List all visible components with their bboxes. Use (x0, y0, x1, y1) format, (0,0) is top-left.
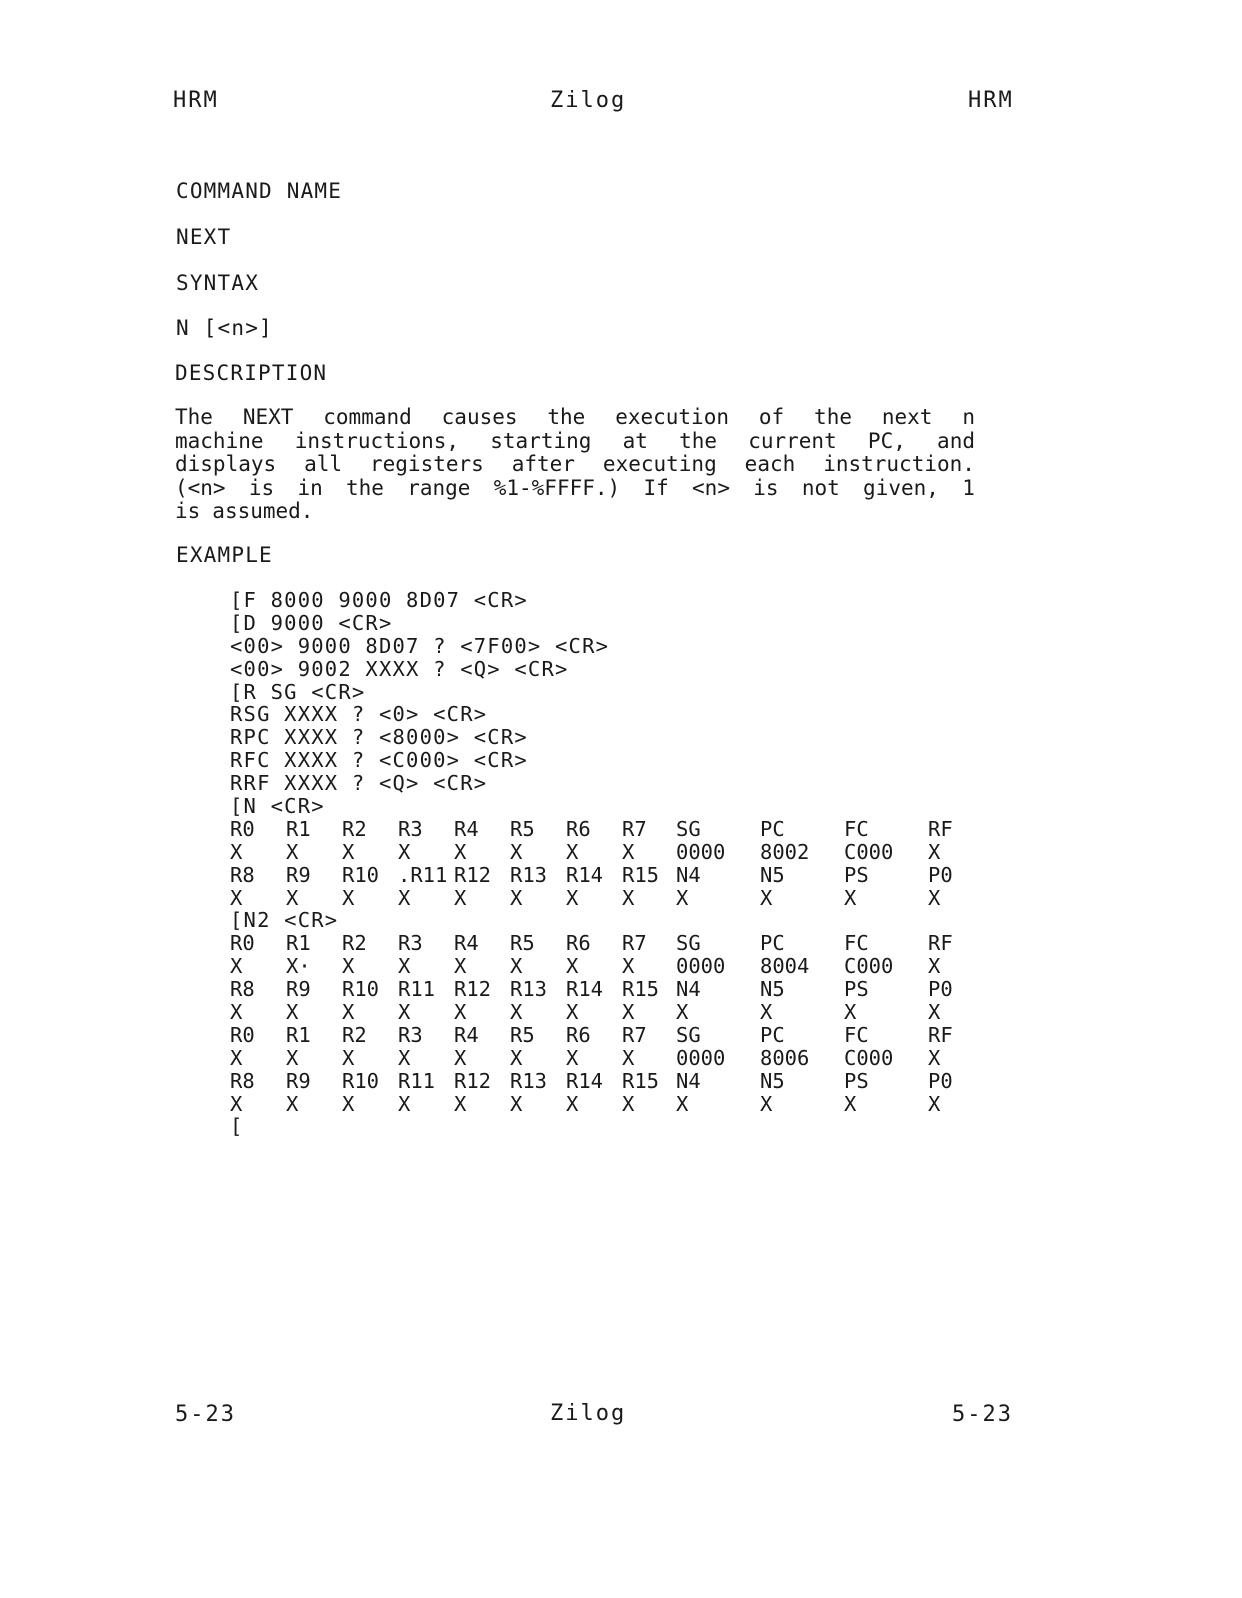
register-cell: X (510, 885, 523, 910)
description-word: PC, (867, 428, 906, 453)
example-line (230, 863, 970, 886)
description-word: The (175, 405, 213, 429)
command-text: [F 8000 9000 8D07 <CR> (230, 588, 528, 612)
description-word: all (304, 452, 343, 476)
register-cell: X (928, 954, 941, 979)
register-cell: R14 (566, 862, 604, 887)
command-text: [ (230, 1114, 244, 1139)
register-cell: X (928, 1091, 941, 1116)
register-cell: X (676, 1000, 689, 1025)
register-cell: 8002 (760, 839, 810, 864)
command-text: RPC XXXX ? <8000> <CR> (230, 725, 528, 750)
register-cell: R12 (454, 862, 492, 887)
register-cell: X (454, 954, 467, 979)
register-cell: R7 (622, 1022, 647, 1047)
register-cell: R10 (342, 977, 380, 1002)
register-cell: X (760, 1000, 773, 1025)
register-cell: X (928, 885, 941, 910)
register-cell: R2 (342, 816, 367, 841)
register-cell: X (622, 1045, 635, 1070)
register-cell: P0 (928, 977, 953, 1002)
command-text: [D 9000 <CR> (230, 610, 393, 635)
register-cell: R15 (622, 862, 660, 887)
command-text: RSG XXXX ? <0> <CR> (230, 702, 488, 727)
description-word: command (323, 405, 412, 429)
syntax-text: N [<n>] (176, 316, 273, 340)
register-cell: X (844, 885, 857, 910)
register-cell: PS (844, 862, 869, 887)
description-word: displays (175, 452, 277, 476)
register-cell: 8004 (760, 954, 810, 979)
register-cell: X (398, 954, 411, 979)
description-line (175, 477, 975, 501)
register-cell: R0 (230, 931, 255, 956)
command-name-heading: COMMAND NAME (176, 179, 343, 203)
register-cell: 8006 (760, 1045, 810, 1070)
register-cell: R10 (342, 1068, 380, 1093)
example-line (230, 886, 970, 909)
register-cell: R7 (622, 931, 647, 956)
description-word: the (547, 405, 586, 429)
register-cell: R11 (398, 1068, 436, 1093)
command-text: RFC XXXX ? <C000> <CR> (230, 748, 528, 773)
command-text: <00> 9002 XXXX ? <Q> <CR> (230, 656, 569, 681)
description-word: and (937, 428, 975, 453)
register-cell: C000 (844, 1045, 894, 1070)
register-cell: X (760, 885, 773, 910)
example-line (230, 954, 970, 977)
description-word: in (297, 475, 323, 500)
example-line (230, 977, 970, 1000)
register-cell: R5 (510, 816, 535, 841)
register-cell: R8 (230, 862, 255, 887)
example-line (230, 611, 970, 634)
register-cell: P0 (928, 1068, 953, 1093)
example-line (230, 1000, 970, 1023)
description-word: each (744, 452, 796, 476)
register-cell: R7 (622, 816, 647, 841)
description-word: NEXT (242, 405, 294, 429)
register-cell: R8 (230, 1068, 255, 1093)
example-line (230, 588, 970, 611)
register-cell: X (760, 1091, 773, 1116)
register-cell: SG (676, 931, 701, 956)
description-word: assumed. (212, 499, 314, 523)
example-heading: EXAMPLE (176, 543, 273, 567)
register-cell: FC (844, 816, 869, 841)
register-cell: PS (844, 1068, 869, 1093)
register-cell: X (342, 1000, 355, 1025)
register-cell: X (510, 954, 523, 979)
register-cell: X (398, 885, 411, 910)
register-cell: X (454, 1000, 467, 1025)
register-cell: X (566, 1045, 579, 1070)
register-cell: X (622, 839, 635, 864)
register-cell: X (230, 1091, 243, 1116)
register-cell: X (510, 839, 523, 864)
register-cell: R13 (510, 1068, 548, 1093)
description-word: registers (370, 452, 484, 476)
example-session (230, 588, 970, 1137)
register-cell: X (622, 885, 635, 910)
register-cell: R14 (566, 977, 604, 1002)
register-cell: R5 (510, 1022, 535, 1047)
example-line (230, 840, 970, 863)
register-cell: PC (760, 931, 785, 956)
register-cell: R6 (566, 1022, 591, 1047)
register-cell: R13 (510, 977, 548, 1002)
register-cell: X (928, 1045, 941, 1070)
register-cell: X (230, 885, 243, 910)
register-cell: FC (844, 931, 869, 956)
example-line (230, 771, 970, 794)
description-paragraph (175, 406, 975, 524)
register-cell: X (566, 885, 579, 910)
command-text: <00> 9000 8D07 ? <7F00> <CR> (230, 633, 610, 658)
command-text: [N2 <CR> (230, 908, 339, 933)
register-cell: PS (844, 977, 869, 1002)
register-cell: X (286, 885, 299, 910)
register-cell: PC (760, 1022, 785, 1047)
register-cell: R0 (230, 1022, 255, 1047)
register-cell: X (286, 839, 299, 864)
register-cell: X (342, 1045, 355, 1070)
register-cell: R4 (454, 931, 479, 956)
description-word: is (753, 475, 779, 500)
example-line (230, 1114, 970, 1137)
example-line (230, 1069, 970, 1092)
example-line (230, 1092, 970, 1115)
register-cell: X (622, 1091, 635, 1116)
register-cell: X· (286, 954, 311, 979)
example-line (230, 634, 970, 657)
register-cell: R9 (286, 862, 311, 887)
description-word: current (748, 428, 837, 453)
example-line (230, 748, 970, 771)
register-cell: X (398, 1000, 411, 1025)
syntax-heading: SYNTAX (176, 271, 260, 295)
register-cell: R1 (286, 816, 311, 841)
register-cell: R0 (230, 816, 255, 841)
register-cell: R6 (566, 931, 591, 956)
description-word: execution (615, 405, 729, 429)
description-word: of (758, 405, 785, 429)
register-cell: X (510, 1091, 523, 1116)
register-cell: X (398, 1045, 411, 1070)
register-cell: R5 (510, 931, 535, 956)
description-word: next (881, 405, 933, 429)
register-cell: R9 (286, 977, 311, 1002)
command-text: [N <CR> (230, 794, 325, 819)
register-cell: 0000 (676, 839, 726, 864)
register-cell: X (230, 954, 243, 979)
description-line (175, 406, 975, 430)
register-cell: R1 (286, 931, 311, 956)
description-heading: DESCRIPTION (175, 361, 328, 385)
register-cell: X (286, 1091, 299, 1116)
description-word: 1 (962, 475, 975, 500)
register-cell: N5 (760, 1068, 785, 1093)
description-line (175, 430, 975, 454)
register-cell: X (342, 839, 355, 864)
command-text: [R SG <CR> (230, 679, 366, 704)
register-cell: R13 (510, 862, 548, 887)
register-cell: R1 (286, 1022, 311, 1047)
description-word: the (814, 405, 852, 429)
register-cell: R6 (566, 816, 591, 841)
register-cell: C000 (844, 954, 894, 979)
register-cell: R15 (622, 1068, 660, 1093)
register-cell: X (676, 1091, 689, 1116)
register-cell: X (622, 1000, 635, 1025)
register-cell: N4 (676, 977, 701, 1002)
register-cell: RF (928, 1022, 953, 1047)
description-word: If (643, 475, 669, 500)
register-cell: SG (676, 1022, 701, 1047)
description-word: given, (863, 475, 939, 500)
header-right: HRM (968, 88, 1014, 113)
footer-left: 5-23 (175, 1402, 236, 1427)
register-cell: RF (928, 931, 953, 956)
register-cell: X (230, 1000, 243, 1025)
register-cell: R3 (398, 1022, 423, 1047)
register-cell: FC (844, 1022, 869, 1047)
example-line (230, 1023, 970, 1046)
register-cell: R15 (622, 977, 660, 1002)
description-word: at (622, 428, 648, 453)
description-word: the (346, 475, 384, 500)
example-line (230, 657, 970, 680)
register-cell: 0000 (676, 1045, 726, 1070)
description-word: is (175, 499, 201, 523)
register-cell: PC (760, 816, 785, 841)
register-cell: R4 (454, 1022, 479, 1047)
register-cell: X (844, 1000, 857, 1025)
register-cell: R2 (342, 931, 367, 956)
description-word: %1-%FFFF.) (493, 475, 621, 500)
example-line (230, 1046, 970, 1069)
register-cell: N5 (760, 862, 785, 887)
register-cell: X (454, 839, 467, 864)
register-cell: P0 (928, 862, 953, 887)
register-cell: C000 (844, 839, 894, 864)
register-cell: X (566, 1091, 579, 1116)
description-word: the (679, 428, 718, 453)
description-word: starting (490, 428, 592, 453)
header-left: HRM (173, 88, 219, 113)
register-cell: X (566, 954, 579, 979)
register-cell: X (454, 1091, 467, 1116)
register-cell: R3 (398, 931, 423, 956)
register-cell: R14 (566, 1068, 604, 1093)
register-cell: X (566, 839, 579, 864)
description-word: (<n> (175, 475, 226, 500)
register-cell: X (342, 1091, 355, 1116)
register-cell: R3 (398, 816, 423, 841)
register-cell: 0000 (676, 954, 726, 979)
example-line (230, 794, 970, 817)
register-cell: X (676, 885, 689, 910)
register-cell: X (398, 1091, 411, 1116)
register-cell: R8 (230, 977, 255, 1002)
register-cell: X (928, 1000, 941, 1025)
footer-right: 5-23 (952, 1402, 1013, 1427)
register-cell: X (844, 1091, 857, 1116)
example-line (230, 817, 970, 840)
register-cell: R2 (342, 1022, 367, 1047)
example-line (230, 680, 970, 703)
register-cell: N4 (676, 862, 701, 887)
command-name: NEXT (176, 225, 232, 249)
register-cell: X (454, 885, 467, 910)
register-cell: X (622, 954, 635, 979)
register-cell: X (510, 1000, 523, 1025)
example-line (230, 702, 970, 725)
register-cell: R9 (286, 1068, 311, 1093)
description-word: instruction. (823, 452, 975, 476)
register-cell: N4 (676, 1068, 701, 1093)
register-cell: .R11 (398, 862, 448, 887)
register-cell: X (286, 1045, 299, 1070)
description-word: n (962, 405, 975, 429)
description-word: is (248, 475, 275, 500)
register-cell: X (286, 1000, 299, 1025)
register-cell: X (454, 1045, 467, 1070)
description-word: range (407, 475, 471, 500)
register-cell: R10 (342, 862, 380, 887)
command-text: RRF XXXX ? <Q> <CR> (230, 771, 488, 796)
register-cell: SG (676, 816, 701, 841)
register-cell: R11 (398, 977, 436, 1002)
register-cell: X (398, 839, 411, 864)
register-cell: X (928, 839, 941, 864)
example-line (230, 908, 970, 931)
register-cell: R12 (454, 977, 492, 1002)
description-word: not (801, 475, 840, 500)
register-cell: X (342, 954, 355, 979)
description-word: <n> (692, 475, 730, 500)
register-cell: X (566, 1000, 579, 1025)
description-word: after (511, 452, 575, 476)
register-cell: X (230, 839, 243, 864)
register-cell: X (510, 1045, 523, 1070)
footer-center: Zilog (550, 1401, 627, 1426)
description-word: executing (602, 452, 717, 476)
register-cell: X (342, 885, 355, 910)
description-line (175, 453, 975, 477)
example-line (230, 931, 970, 954)
register-cell: N5 (760, 977, 785, 1002)
register-cell: R12 (454, 1068, 492, 1093)
example-line (230, 725, 970, 748)
register-cell: R4 (454, 816, 479, 841)
description-line (175, 500, 975, 524)
register-cell: X (230, 1045, 243, 1070)
register-cell: RF (928, 816, 953, 841)
description-word: instructions, (294, 428, 460, 453)
description-word: machine (175, 428, 264, 453)
header-center: Zilog (550, 88, 627, 113)
description-word: causes (441, 405, 518, 429)
